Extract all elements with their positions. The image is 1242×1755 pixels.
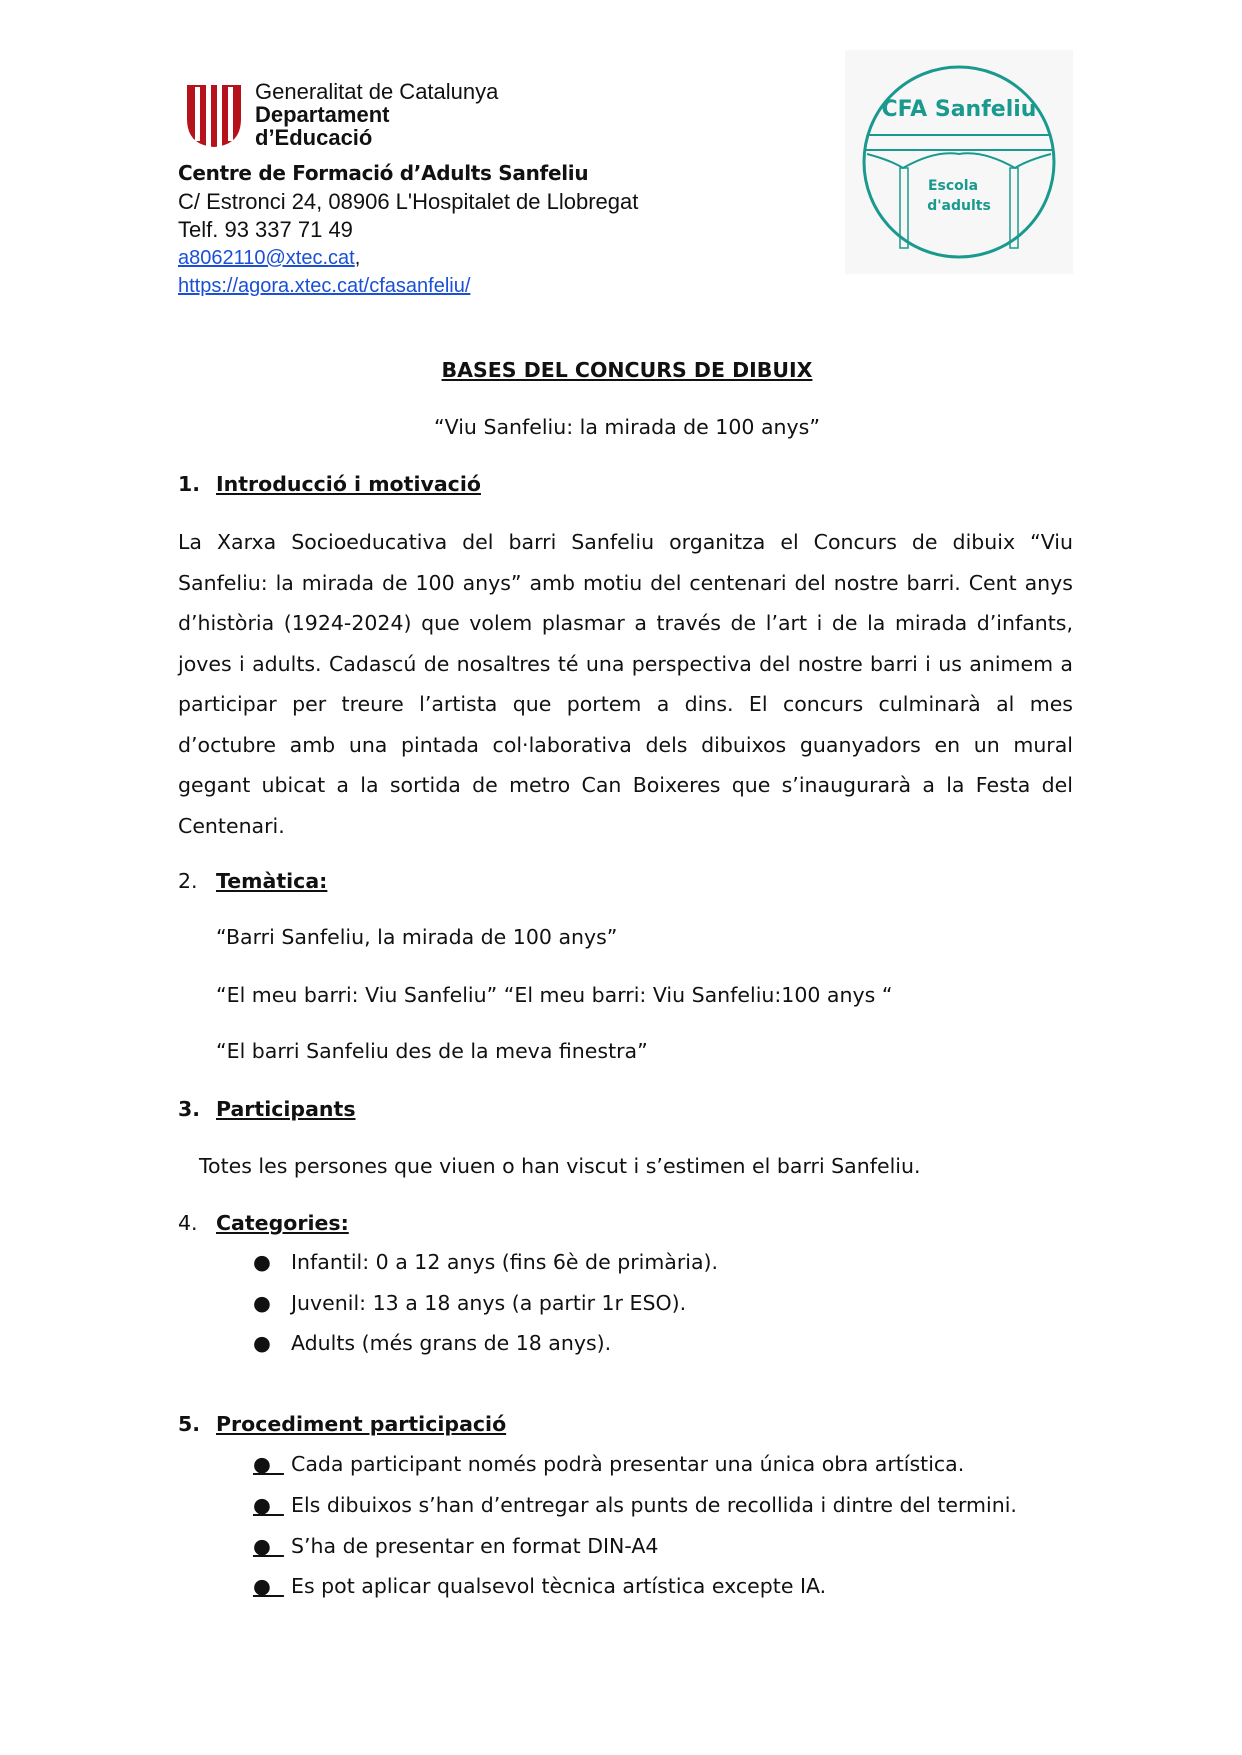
phone: Telf. 93 337 71 49 [178,217,353,242]
theme-item: “El meu barri: Viu Sanfeliu” “El meu barri: Viu Sanfeliu:100 anys “ [216,983,893,1007]
category-item: ● Infantil: 0 a 12 anys (fins 6è de primària). [253,1250,719,1274]
procedure-item: ● S’ha de presentar en format DIN-A4 [253,1534,659,1558]
logo-sub2: d'adults [927,198,991,214]
document-subtitle: “Viu Sanfeliu: la mirada de 100 anys” [434,415,820,439]
logo-title: CFA Sanfeliu [881,97,1037,122]
section-2-heading: 2. Temàtica: [178,869,328,893]
generalitat-emblem-icon [183,79,245,149]
address: C/ Estronci 24, 08906 L'Hospitalet de Llobregat [178,189,639,214]
theme-item: “El barri Sanfeliu des de la meva finestra” [216,1039,648,1063]
gov-name: Generalitat de Catalunya [255,78,499,104]
section-4-heading: 4. Categories: [178,1211,349,1235]
participants-text: Totes les persones que viuen o han viscut i s’estimen el barri Sanfeliu. [199,1154,921,1178]
email-link[interactable]: a8062110@xtec.cat [178,247,355,269]
centre-name: Centre de Formació d’Adults Sanfeliu [178,161,589,185]
section-3-heading: 3. Participants [178,1097,356,1121]
theme-item: “Barri Sanfeliu, la mirada de 100 anys” [216,925,618,949]
department-name: Departament [255,101,390,127]
email-suffix: , [354,247,361,269]
cfa-sanfeliu-logo [845,50,1073,274]
generalitat-logo [183,79,498,149]
procedure-item: ● Cada participant només podrà presentar una única obra artística. [253,1452,965,1476]
section-5-heading: 5. Procediment participació [178,1412,507,1436]
category-item: ● Adults (més grans de 18 anys). [253,1331,612,1355]
department-name-2: d’Educació [255,124,373,150]
procedure-item: ● Els dibuixos s’han d’entregar als punts de recollida i dintre del termini. [253,1493,1017,1517]
category-item: ● Juvenil: 13 a 18 anys (a partir 1r ESO). [253,1291,687,1315]
intro-paragraph: La Xarxa Socioeducativa del barri Sanfeliu organitza el Concurs de dibuix “Viu Sanfeliu: la mirada de 100 anys” amb motiu del centenari del nostre barri. Cent anys d’història (1924-2024) que volem plasmar a través de l’art i de la mirada d’infants, joves i adults. Cadascú de nosaltres té una perspectiva del nostre barri i us animem a participar per treure l’artista que portem a dins. El concurs culminarà al mes d’octubre amb una pintada col·laborativa dels dibuixos guanyadors en un mural gegant ubicat a la sortida de metro Can Boixeres que s’inaugurarà a la Festa del Centenari. [178,530,1073,838]
document-title: BASES DEL CONCURS DE DIBUIX [441,358,813,382]
logo-sub1: Escola [927,178,979,194]
website-link[interactable]: https://agora.xtec.cat/cfasanfeliu/ [178,275,471,297]
procedure-item: ● Es pot aplicar qualsevol tècnica artística excepte IA. [253,1574,827,1598]
section-1-heading: 1. Introducció i motivació [178,472,481,496]
